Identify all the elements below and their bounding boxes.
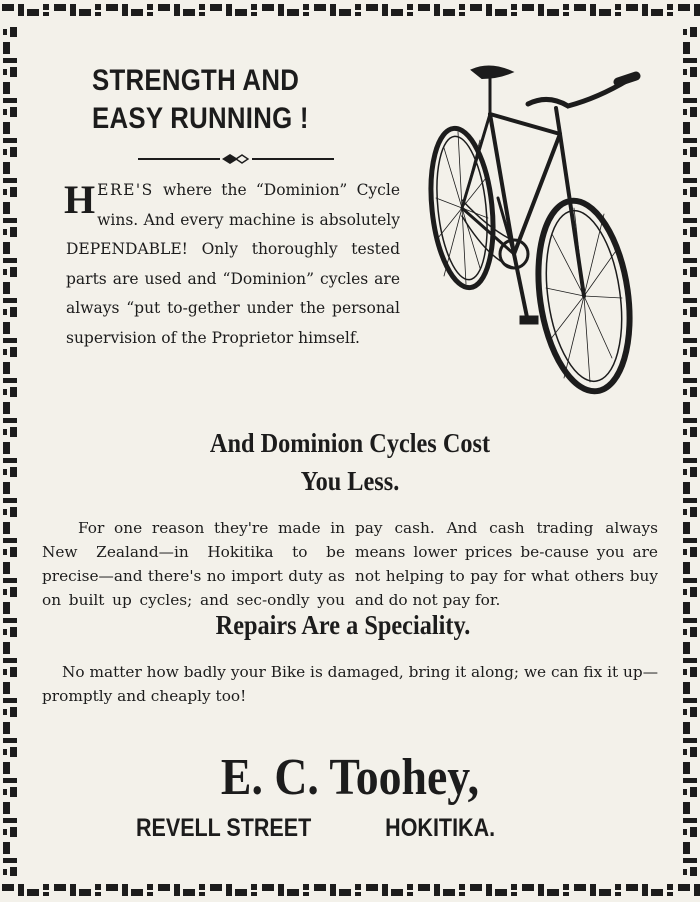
repairs-paragraph: No matter how badly your Bike is damaged, bring it along; we can fix it up—promptly and cheaply too!	[42, 663, 658, 705]
headline	[92, 62, 376, 138]
subheading-cost	[35, 424, 665, 500]
merchant-town: HOKITIKA.	[385, 814, 496, 842]
intro-paragraph	[66, 176, 400, 353]
drop-cap: H	[64, 177, 96, 222]
headline-line-2: EASY RUNNING !	[92, 102, 309, 135]
merchant-name: E. C. Toohey,	[220, 749, 480, 806]
ornamental-rule	[138, 152, 334, 166]
intro-text: where the “Dominion” Cycle wins. And every machine is absolutely DEPENDABLE! Only thoroughly tested parts are used and “Dominion” cycles are always “put to-gether under the personal supervision of the Proprietor himself.	[66, 181, 400, 347]
merchant-street: REVELL STREET	[136, 814, 312, 842]
intro-lead: ERE'S	[97, 181, 154, 199]
subheading-repairs: Repairs Are a Speciality.	[215, 610, 471, 640]
subheading-cost-line-2: You Less.	[300, 466, 400, 496]
subheading-cost-line-1: And Dominion Cycles Cost	[209, 428, 491, 458]
bicycle-illustration	[428, 58, 642, 398]
headline-line-1: STRENGTH AND	[92, 64, 300, 97]
merchant-address	[136, 808, 506, 848]
reason-paragraph: For one reason they're made in New Zealand—in Hokitika to be precise—and there's no import duty as on built up cycles; and sec-ondly you pay cash. And cash trading always means lower prices be-cause you are not helping to pay for what others buy and do not pay for.	[42, 519, 658, 609]
